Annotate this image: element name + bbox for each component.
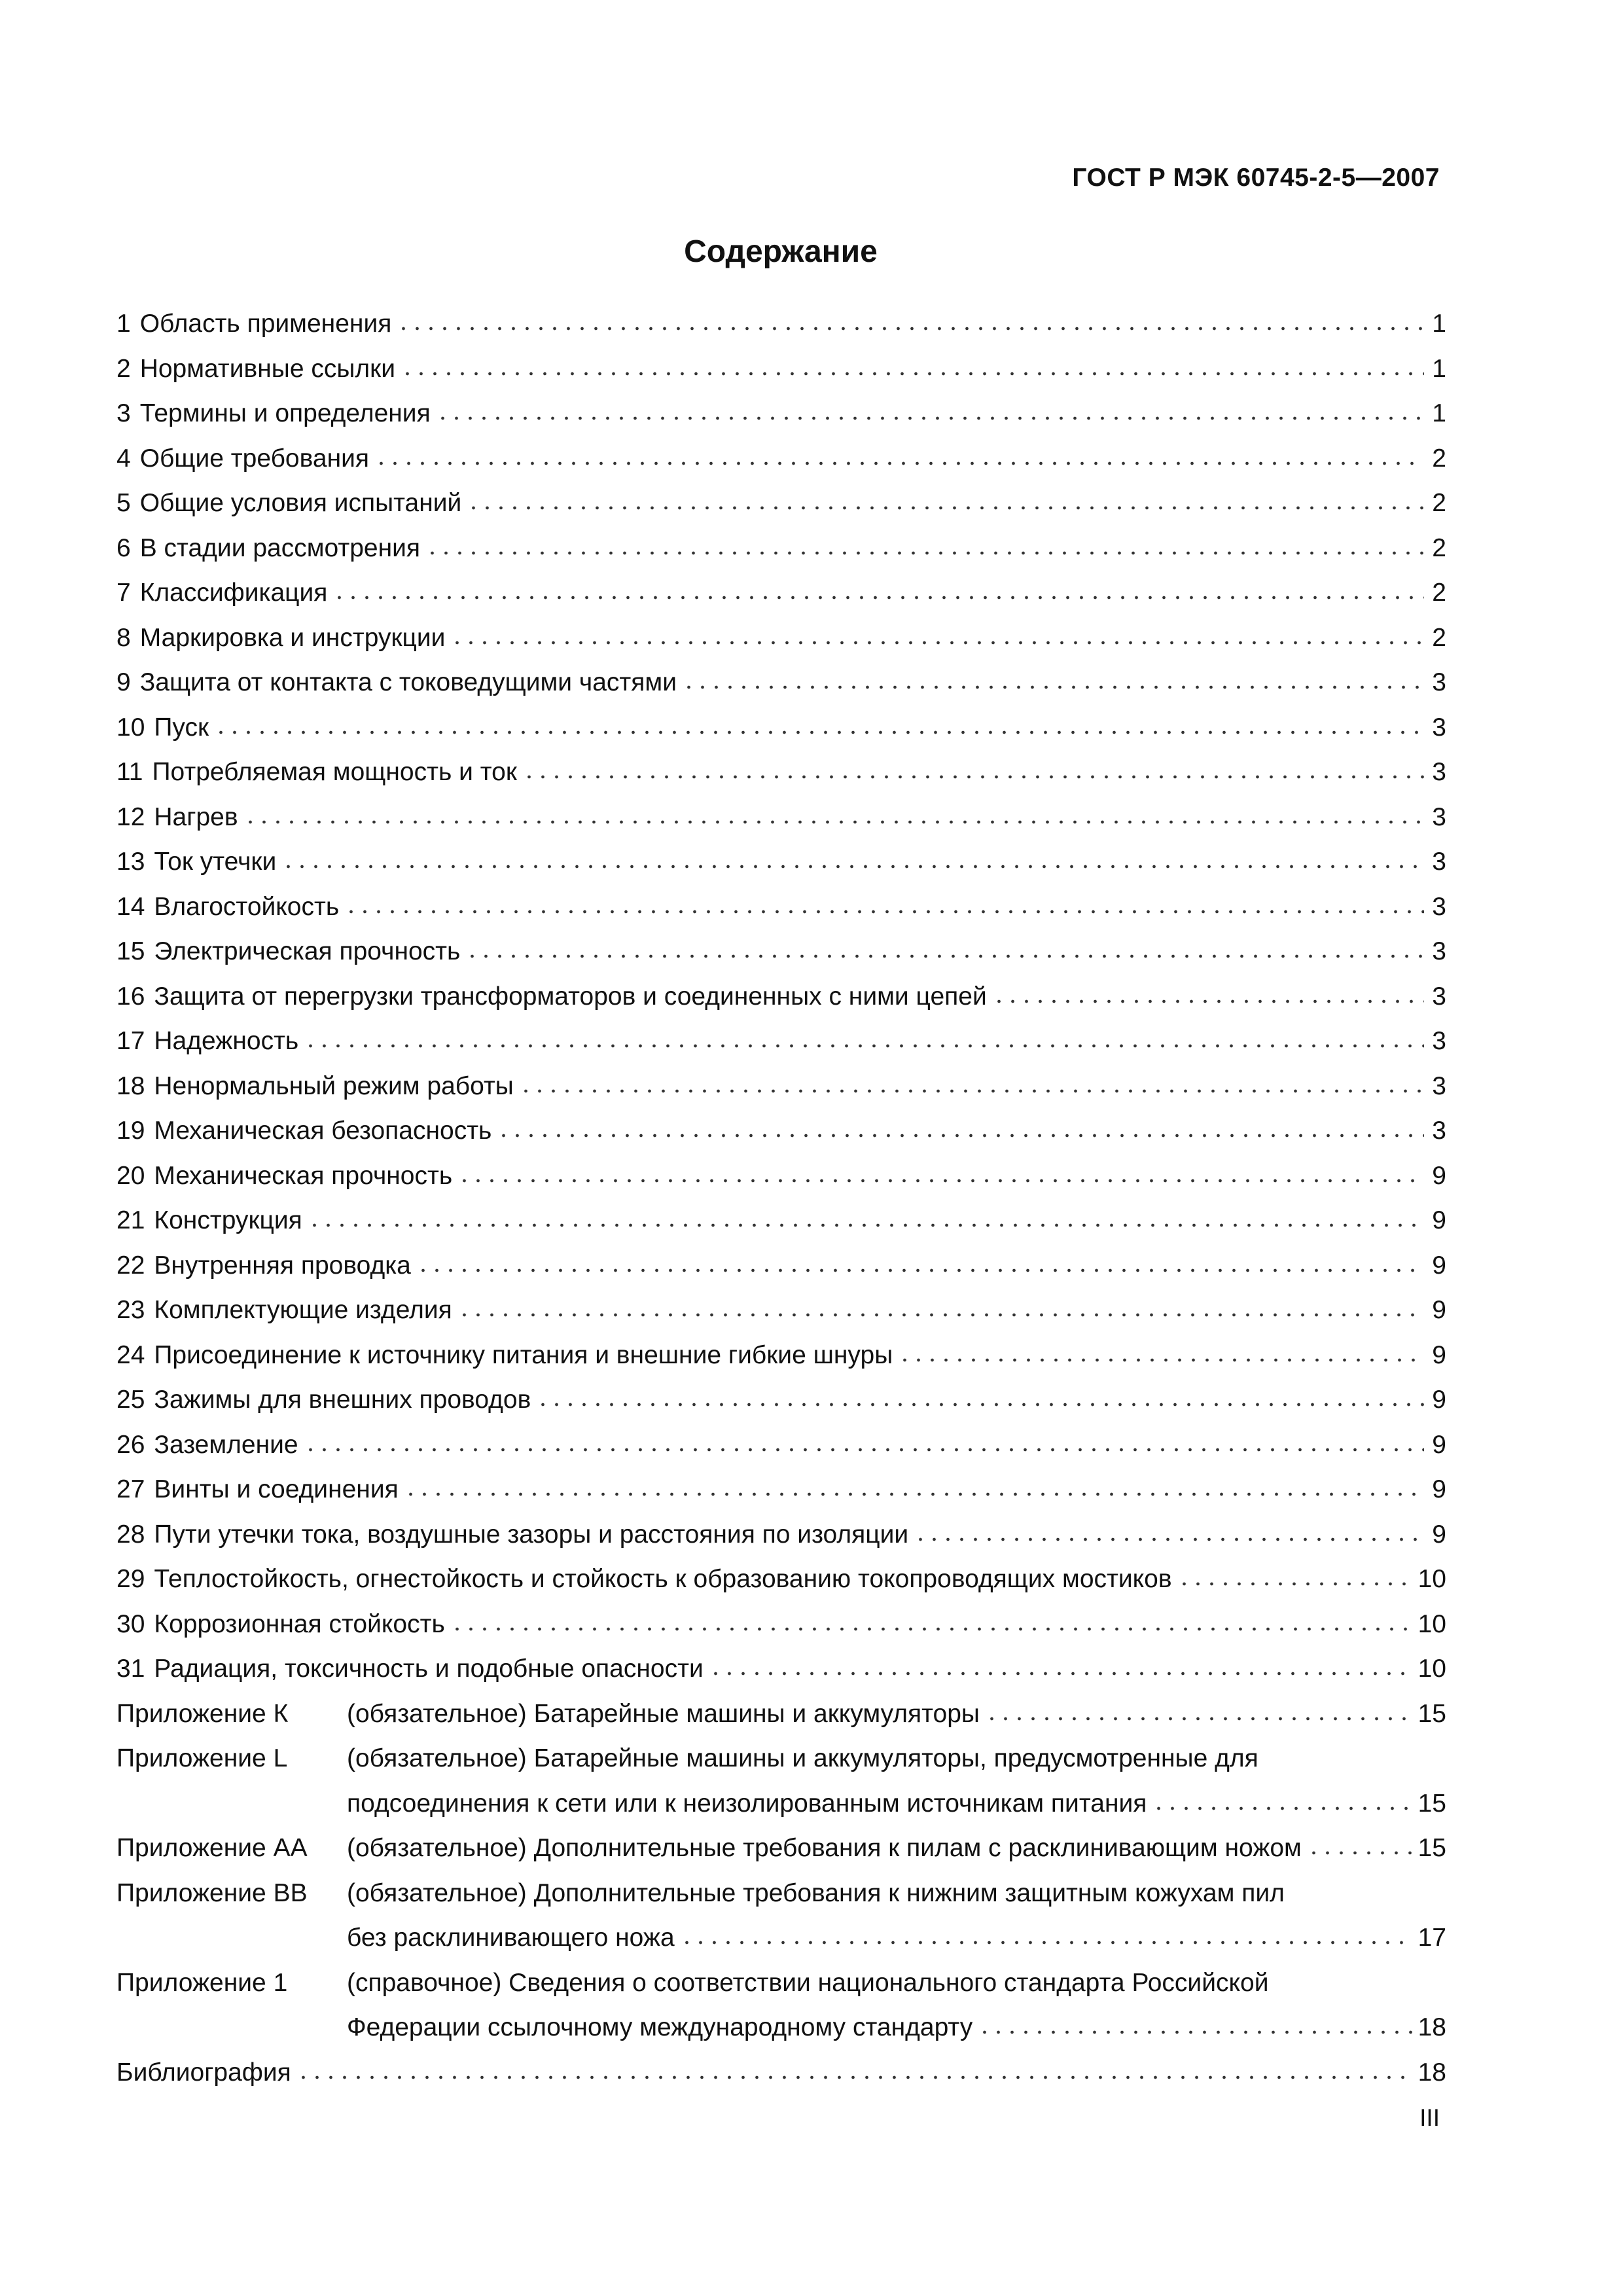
entry-page: 3: [1432, 758, 1446, 786]
toc-appendix[interactable]: [116, 1961, 1446, 2051]
toc-entry[interactable]: [116, 885, 1446, 930]
leader-dots: [978, 2029, 1412, 2036]
leader-dots: [1307, 1850, 1413, 1856]
table-of-contents: [116, 302, 1446, 2095]
entry-number: 19: [116, 1117, 145, 1145]
appendix-label: Приложение ВВ: [116, 1878, 308, 1907]
toc-entry[interactable]: [116, 1602, 1446, 1647]
leader-dots: [214, 729, 1424, 736]
entry-title: Общие условия испытаний: [139, 489, 462, 517]
toc-entry[interactable]: [116, 616, 1446, 661]
entry-page: 1: [1432, 354, 1446, 383]
leader-dots: [450, 639, 1424, 646]
leader-dots: [374, 460, 1424, 467]
entry-number: 17: [116, 1027, 145, 1055]
leader-dots: [281, 863, 1424, 870]
leader-dots: [332, 594, 1424, 601]
entry-page: 9: [1432, 1475, 1446, 1503]
leader-dots: [457, 1312, 1424, 1318]
toc-entries: [116, 302, 1446, 1692]
leader-dots: [1177, 1581, 1413, 1587]
appendix-second-line: [116, 1782, 1446, 1827]
entry-page: 3: [1432, 892, 1446, 921]
bibliography-page: 18: [1418, 2058, 1446, 2087]
toc-entry[interactable]: [116, 1378, 1446, 1423]
leader-dots: [536, 1401, 1424, 1408]
entry-number: 22: [116, 1251, 145, 1280]
toc-entry[interactable]: [116, 481, 1446, 526]
leader-dots: [397, 325, 1424, 332]
entry-page: 9: [1432, 1161, 1446, 1190]
entry-number: 6: [116, 533, 131, 562]
appendix-first-line: [116, 1692, 1446, 1737]
document-code: ГОСТ Р МЭК 60745-2-5—2007: [1072, 164, 1440, 192]
entry-page: 2: [1432, 489, 1446, 517]
entry-page: 3: [1432, 668, 1446, 696]
entry-page: 9: [1432, 1386, 1446, 1414]
entry-page: 1: [1432, 399, 1446, 427]
toc-entry[interactable]: [116, 840, 1446, 885]
leader-dots: [522, 774, 1424, 780]
entry-page: 2: [1432, 579, 1446, 607]
toc-entry[interactable]: [116, 571, 1446, 616]
leader-dots: [416, 1267, 1424, 1274]
entry-page: 9: [1432, 1251, 1446, 1280]
toc-appendix[interactable]: [116, 1736, 1446, 1826]
entry-title: Присоединение к источнику питания и внешние гибкие шнуры: [154, 1340, 893, 1369]
appendix-second-line: [116, 1916, 1446, 1961]
entry-page: 10: [1418, 1655, 1446, 1683]
leader-dots: [304, 1043, 1424, 1049]
toc-entry[interactable]: [116, 1557, 1446, 1602]
leader-dots: [497, 1132, 1424, 1139]
entry-title: Потребляемая мощность и ток: [152, 758, 517, 786]
toc-entry[interactable]: [116, 302, 1446, 347]
toc-entry[interactable]: [116, 1154, 1446, 1199]
appendix-description: (обязательное) Батарейные машины и аккумуляторы, предусмотренные для: [347, 1744, 1258, 1772]
entry-title: Электрическая прочность: [154, 937, 461, 965]
leader-dots: [404, 1491, 1424, 1498]
appendix-description-cont: подсоединения к сети или к неизолированным источникам питания: [347, 1789, 1147, 1818]
entry-page: 2: [1432, 623, 1446, 652]
entry-title: Винты и соединения: [154, 1475, 399, 1503]
appendix-first-line: [116, 1871, 1446, 1916]
toc-entry[interactable]: [116, 1109, 1446, 1154]
leader-dots: [985, 1715, 1413, 1722]
entry-number: 26: [116, 1430, 145, 1459]
toc-appendix[interactable]: [116, 1871, 1446, 1961]
entry-title: Конструкция: [154, 1206, 302, 1234]
appendix-description-cont: Федерации ссылочному международному стандарту: [347, 2013, 973, 2041]
appendix-page: 17: [1418, 1924, 1446, 1952]
entry-number: 31: [116, 1655, 145, 1683]
toc-entry[interactable]: [116, 795, 1446, 840]
appendix-description-cont: без расклинивающего ножа: [347, 1924, 675, 1952]
entry-number: 4: [116, 444, 131, 473]
appendix-page: 15: [1418, 1699, 1446, 1728]
entry-number: 7: [116, 579, 131, 607]
leader-dots: [401, 370, 1424, 377]
entry-title: Зажимы для внешних проводов: [154, 1386, 531, 1414]
leader-dots: [304, 1446, 1424, 1453]
toc-appendix[interactable]: [116, 1826, 1446, 1871]
entry-page: 9: [1432, 1340, 1446, 1369]
entry-title: Влагостойкость: [154, 892, 340, 921]
entry-number: 14: [116, 892, 145, 921]
bibliography-title: Библиография: [116, 2058, 291, 2087]
entry-page: 10: [1418, 1609, 1446, 1638]
appendix-description: (справочное) Сведения о соответствии национального стандарта Российской: [347, 1968, 1269, 1997]
entry-title: Защита от перегрузки трансформаторов и соединенных с ними цепей: [154, 982, 987, 1011]
leader-dots: [519, 1088, 1424, 1094]
entry-number: 9: [116, 668, 131, 696]
entry-number: 13: [116, 848, 145, 876]
toc-entry[interactable]: [116, 660, 1446, 706]
entry-page: 3: [1432, 1027, 1446, 1055]
toc-entry[interactable]: [116, 1019, 1446, 1064]
appendix-page: 18: [1418, 2013, 1446, 2041]
leader-dots: [682, 684, 1424, 691]
entry-title: Радиация, токсичность и подобные опасности: [154, 1655, 704, 1683]
leader-dots: [465, 953, 1424, 960]
toc-title: Содержание: [684, 234, 878, 269]
entry-title: Коррозионная стойкость: [154, 1609, 445, 1638]
entry-title: Механическая безопасность: [154, 1117, 492, 1145]
appendix-first-line: [116, 1961, 1446, 2006]
entry-number: 1: [116, 310, 131, 338]
entry-title: Нормативные ссылки: [139, 354, 395, 383]
leader-dots: [467, 505, 1424, 511]
entry-title: Пути утечки тока, воздушные зазоры и расстояния по изоляции: [154, 1520, 909, 1549]
entry-page: 9: [1432, 1430, 1446, 1459]
entry-number: 16: [116, 982, 145, 1011]
entry-title: Нагрев: [154, 802, 238, 831]
entry-title: В стадии рассмотрения: [139, 533, 421, 562]
appendix-page: 15: [1418, 1789, 1446, 1818]
entry-number: 5: [116, 489, 131, 517]
toc-entry[interactable]: [116, 1423, 1446, 1468]
entry-number: 29: [116, 1565, 145, 1593]
leader-dots: [898, 1357, 1424, 1363]
entry-title: Комплектующие изделия: [154, 1296, 452, 1324]
entry-page: 9: [1432, 1296, 1446, 1324]
entry-number: 18: [116, 1071, 145, 1100]
leader-dots: [296, 2074, 1413, 2081]
entry-title: Общие требования: [139, 444, 370, 473]
appendix-first-line: [116, 1826, 1446, 1871]
entry-title: Классификация: [139, 579, 328, 607]
leader-dots: [1152, 1805, 1412, 1812]
entry-title: Термины и определения: [139, 399, 431, 427]
leader-dots: [436, 415, 1424, 422]
leader-dots: [914, 1536, 1424, 1543]
entry-page: 1: [1432, 310, 1446, 338]
entry-title: Механическая прочность: [154, 1161, 453, 1190]
entry-number: 15: [116, 937, 145, 965]
toc-entry[interactable]: [116, 526, 1446, 571]
entry-number: 10: [116, 713, 145, 742]
entry-page: 2: [1432, 533, 1446, 562]
toc-entry[interactable]: [116, 1244, 1446, 1289]
toc-appendix[interactable]: [116, 1692, 1446, 1737]
entry-number: 30: [116, 1609, 145, 1638]
toc-entry[interactable]: [116, 1467, 1446, 1513]
toc-entry[interactable]: [116, 1198, 1446, 1244]
entry-page: 3: [1432, 802, 1446, 831]
entry-number: 25: [116, 1386, 145, 1414]
toc-entry[interactable]: [116, 1064, 1446, 1109]
leader-dots: [709, 1670, 1413, 1677]
page-number: III: [1419, 2104, 1440, 2131]
entry-page: 3: [1432, 982, 1446, 1011]
toc-entry[interactable]: [116, 347, 1446, 392]
entry-number: 3: [116, 399, 131, 427]
appendix-label: Приложение L: [116, 1744, 288, 1772]
leader-dots: [425, 550, 1424, 556]
entry-page: 3: [1432, 848, 1446, 876]
entry-number: 11: [116, 758, 143, 786]
entry-page: 3: [1432, 937, 1446, 965]
leader-dots: [308, 1222, 1424, 1229]
entry-page: 3: [1432, 1071, 1446, 1100]
entry-number: 27: [116, 1475, 145, 1503]
appendix-first-line: [116, 1736, 1446, 1782]
entry-title: Пуск: [154, 713, 209, 742]
appendix-second-line: [116, 2005, 1446, 2051]
entry-number: 2: [116, 354, 131, 383]
entry-number: 24: [116, 1340, 145, 1369]
appendix-description: (обязательное) Дополнительные требования к пилам с расклинивающим ножом: [347, 1834, 1302, 1862]
entry-title: Защита от контакта с токоведущими частями: [139, 668, 677, 696]
leader-dots: [457, 1177, 1424, 1184]
appendix-page: 15: [1418, 1834, 1446, 1862]
leader-dots: [344, 908, 1424, 915]
entry-number: 20: [116, 1161, 145, 1190]
entry-number: 8: [116, 623, 131, 652]
entry-title: Заземление: [154, 1430, 298, 1459]
entry-page: 9: [1432, 1520, 1446, 1549]
appendix-description: (обязательное) Дополнительные требования к нижним защитным кожухам пил: [347, 1878, 1285, 1907]
appendix-label: Приложение АА: [116, 1834, 308, 1862]
entry-title: Теплостойкость, огнестойкость и стойкость к образованию токопроводящих мостиков: [154, 1565, 1172, 1593]
toc-entry-bibliography[interactable]: [116, 2051, 1446, 2096]
entry-number: 28: [116, 1520, 145, 1549]
toc-appendices: [116, 1692, 1446, 2051]
toc-entry[interactable]: [116, 929, 1446, 975]
entry-page: 3: [1432, 713, 1446, 742]
leader-dots: [992, 998, 1424, 1005]
toc-entry[interactable]: [116, 750, 1446, 795]
entry-title: Область применения: [139, 310, 392, 338]
toc-entry[interactable]: [116, 391, 1446, 437]
entry-title: Внутренняя проводка: [154, 1251, 411, 1280]
toc-entry[interactable]: [116, 975, 1446, 1020]
entry-page: 3: [1432, 1117, 1446, 1145]
entry-title: Маркировка и инструкции: [139, 623, 446, 652]
appendix-label: Приложение К: [116, 1699, 289, 1728]
entry-page: 10: [1418, 1565, 1446, 1593]
toc-entry[interactable]: [116, 1333, 1446, 1378]
entry-page: 2: [1432, 444, 1446, 473]
toc-entry[interactable]: [116, 706, 1446, 751]
leader-dots: [680, 1939, 1413, 1946]
toc-entry[interactable]: [116, 1513, 1446, 1558]
leader-dots: [243, 819, 1424, 825]
entry-title: Ненормальный режим работы: [154, 1071, 514, 1100]
toc-entry[interactable]: [116, 1647, 1446, 1692]
toc-entry[interactable]: [116, 1288, 1446, 1333]
appendix-label: Приложение 1: [116, 1968, 288, 1997]
appendix-description: (обязательное) Батарейные машины и аккумуляторы: [347, 1699, 980, 1728]
entry-page: 9: [1432, 1206, 1446, 1234]
leader-dots: [450, 1626, 1413, 1632]
entry-number: 21: [116, 1206, 145, 1234]
entry-number: 12: [116, 802, 145, 831]
entry-title: Надежность: [154, 1027, 299, 1055]
toc-entry[interactable]: [116, 437, 1446, 482]
entry-number: 23: [116, 1296, 145, 1324]
entry-title: Ток утечки: [154, 848, 277, 876]
